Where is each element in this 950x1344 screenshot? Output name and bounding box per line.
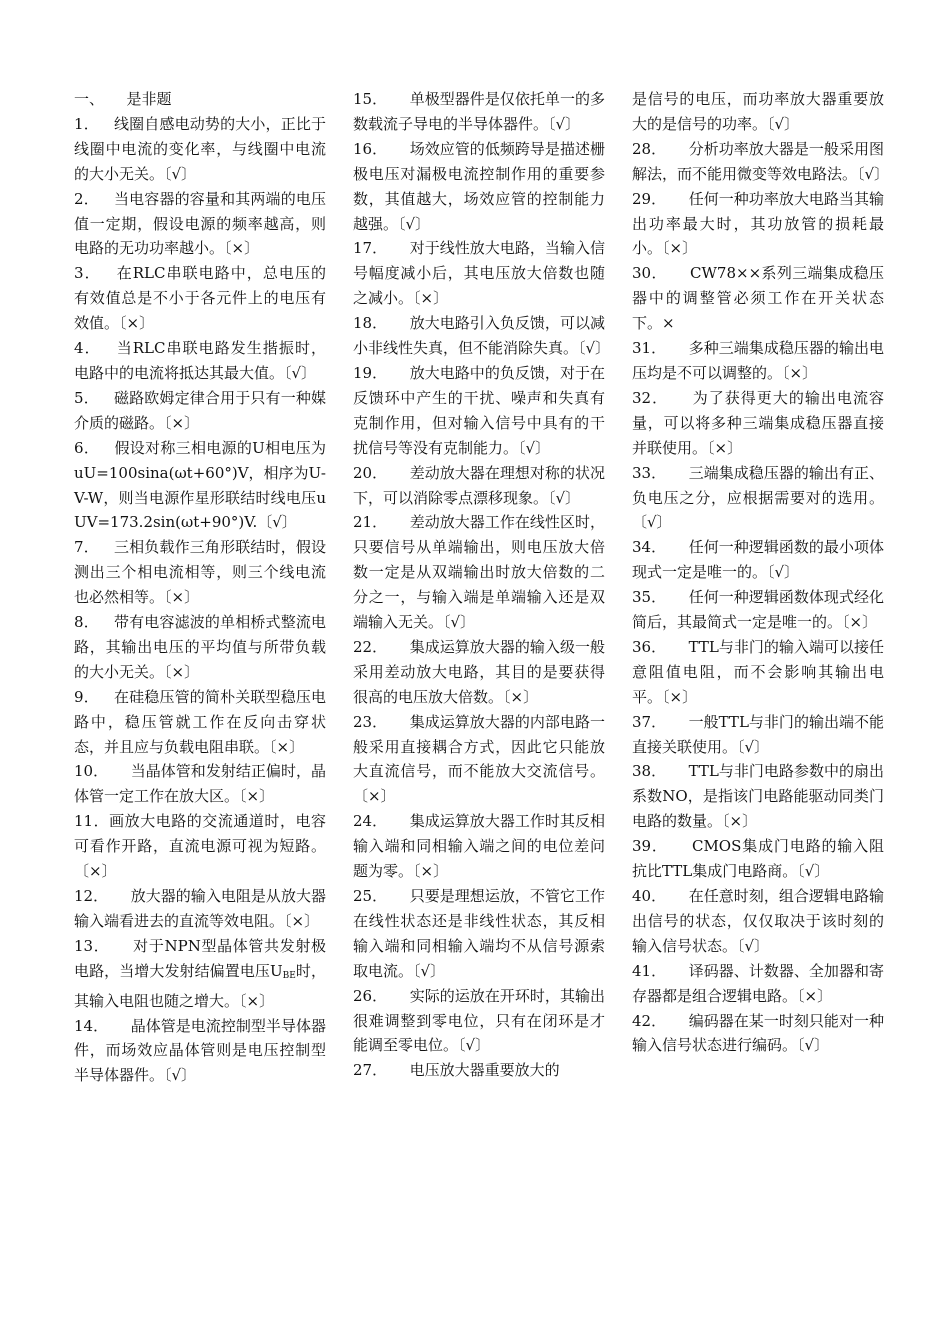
subscript-be: BE: [282, 970, 296, 981]
question-39: 39． CMOS集成门电路的输入阻抗比TTL集成门电路商。〔√〕: [632, 837, 884, 881]
question-31: 31． 多种三端集成稳压器的输出电压均是不可以调整的。〔×〕: [632, 339, 884, 382]
question-34: 34． 任何一种逻辑函数的最小项体现式一定是唯一的。〔√〕: [632, 538, 884, 582]
question-32: 32． 为了获得更大的输出电流容量，可以将多种三端集成稳压器直接并联使用。〔×〕: [632, 388, 884, 457]
question-42: 42． 编码器在某一时刻只能对一种输入信号状态进行编码。〔√〕: [632, 1011, 884, 1055]
question-24: 24． 集成运算放大器工作时其反相输入端和同相输入端之间的电位差问题为零。〔×〕: [353, 812, 605, 881]
question-13-text: 13． 对于NPN型晶体管共发射极电路，当增大发射结偏置电压U: [74, 936, 326, 980]
question-21: 21． 差动放大器工作在线性区时，只要信号从单端输出，则电压放大倍数一定是从双端输出时放大倍数的二分之一，与输入端是单端输入还是双端输入无关。〔√〕: [353, 513, 605, 632]
question-2: 2． 当电容器的容量和其两端的电压值一定期，假设电源的频率越高，则电路的无功功率越小。〔×〕: [74, 189, 326, 258]
question-7: 7． 三相负载作三角形联结时，假设测出三个相电流相等，则三个线电流也必然相等。〔×〕: [74, 538, 326, 607]
question-17: 17． 对于线性放大电路，当输入信号幅度减小后，其电压放大倍数也随之减小。〔×〕: [353, 239, 605, 308]
question-11: 11．画放大电路的交流通道时，电容可看作开路，直流电源可视为短路。〔×〕: [74, 812, 326, 881]
question-22: 22． 集成运算放大器的输入级一般采用差动放大电路，其目的是要获得很高的电压放大倍数。〔×〕: [353, 637, 605, 706]
question-27-continued: 是信号的电压，而功率放大器重要放大的是信号的功率。〔√〕: [632, 90, 884, 133]
question-26: 26． 实际的运放在开环时，其输出很难调整到零电位，只有在闭环是才能调至零电位。〔√〕: [353, 986, 605, 1055]
section-title: 一、 是非题: [74, 90, 172, 108]
question-41: 41． 译码器、计数器、全加器和寄存器都是组合逻辑电路。〔×〕: [632, 961, 884, 1005]
question-19: 19． 放大电路中的负反馈，对于在反馈环中产生的干扰、噪声和失真有克制作用，但对输入信号中具有的干扰信号等没有克制能力。〔√〕: [353, 363, 605, 457]
question-5: 5． 磁路欧姆定律合用于只有一种媒介质的磁路。〔×〕: [74, 388, 326, 432]
question-36: 36． TTL与非门的输入端可以接任意阻值电阻，而不会影响其输出电平。〔×〕: [632, 637, 884, 706]
question-23: 23． 集成运算放大器的内部电路一般采用直接耦合方式，因此它只能放大直流信号，而不能放大交流信号。〔×〕: [353, 712, 605, 806]
column-3: [632, 87, 890, 1058]
question-29: 29． 任何一种功率放大电路当其输出功率最大时，其功放管的损耗最小。〔×〕: [632, 189, 884, 258]
question-9: 9． 在硅稳压管的简朴关联型稳压电路中，稳压管就工作在反向击穿状态，并且应与负载电阻串联。〔×〕: [74, 687, 326, 756]
question-37: 37． 一般TTL与非门的输出端不能直接关联使用。〔√〕: [632, 712, 884, 756]
question-30: 30． CW78××系列三端集成稳压器中的调整管必须工作在开关状态下。×: [632, 264, 884, 333]
question-28: 28． 分析功率放大器是一般采用图解法，而不能用微变等效电路法。〔√〕: [632, 139, 890, 183]
question-20: 20． 差动放大器在理想对称的状况下，可以消除零点漂移现象。〔√〕: [353, 463, 605, 507]
question-18: 18． 放大电路引入负反馈，可以减小非线性失真，但不能消除失真。〔√〕: [353, 314, 611, 358]
question-33: 33． 三端集成稳压器的输出有正、负电压之分，应根据需要对的选用。〔√〕: [632, 463, 884, 532]
column-2: [353, 87, 611, 1083]
question-6: 6． 假设对称三相电源的U相电压为uU=100sina(ωt+60°)V，相序为U-V-W，则当电源作星形联结时线电压uUV=173.2sin(ωt+90°)V.〔√〕: [74, 438, 326, 532]
column-1: [74, 87, 326, 1088]
question-4: 4． 当RLC串联电路发生揩振时，电路中的电流将抵达其最大值。〔√〕: [74, 339, 326, 382]
question-8: 8． 带有电容滤波的单相桥式整流电路，其输出电压的平均值与所带负载的大小无关。〔×〕: [74, 613, 326, 681]
question-15: 15． 单极型器件是仅依托单一的多数载流子导电的半导体器件。〔√〕: [353, 90, 605, 133]
question-27: 27． 电压放大器重要放大的: [353, 1061, 560, 1080]
question-38: 38． TTL与非门电路参数中的扇出系数NO，是指该门电路能驱动同类门电路的数量。〔×〕: [632, 762, 884, 831]
question-40: 40． 在任意时刻，组合逻辑电路输出信号的状态，仅仅取决于该时刻的输入信号状态。〔√〕: [632, 887, 884, 955]
question-3: 3． 在RLC串联电路中，总电压的有效值总是不小于各元件上的电压有效值。〔×〕: [74, 264, 326, 333]
question-1: 1． 线圈自感电动势的大小，正比于线圈中电流的变化率，与线圈中电流的大小无关。〔√〕: [74, 114, 326, 183]
question-13: [74, 934, 326, 1014]
question-25: 25． 只要是理想运放，不管它工作在线性状态还是非线性状态，其反相输入端和同相输入端均不从信号源索取电流。〔√〕: [353, 887, 605, 980]
question-10: 10． 当晶体管和发射结正偏时，晶体管一定工作在放大区。〔×〕: [74, 762, 326, 806]
question-14: 14． 晶体管是电流控制型半导体器件，而场效应晶体管则是电压控制型半导体器件。〔√〕: [74, 1016, 326, 1085]
question-35: 35． 任何一种逻辑函数体现式经化简后，其最简式一定是唯一的。〔×〕: [632, 588, 884, 632]
question-16: 16． 场效应管的低频跨导是描述栅极电压对漏极电流控制作用的重要参数，其值越大，场效应管的控制能力越强。〔√〕: [353, 139, 605, 233]
question-13-tail: 时，其输入电阻也随之增大。〔×〕: [74, 961, 326, 1010]
question-12: 12． 放大器的输入电阻是从放大器输入端看进去的直流等效电阻。〔×〕: [74, 887, 326, 930]
